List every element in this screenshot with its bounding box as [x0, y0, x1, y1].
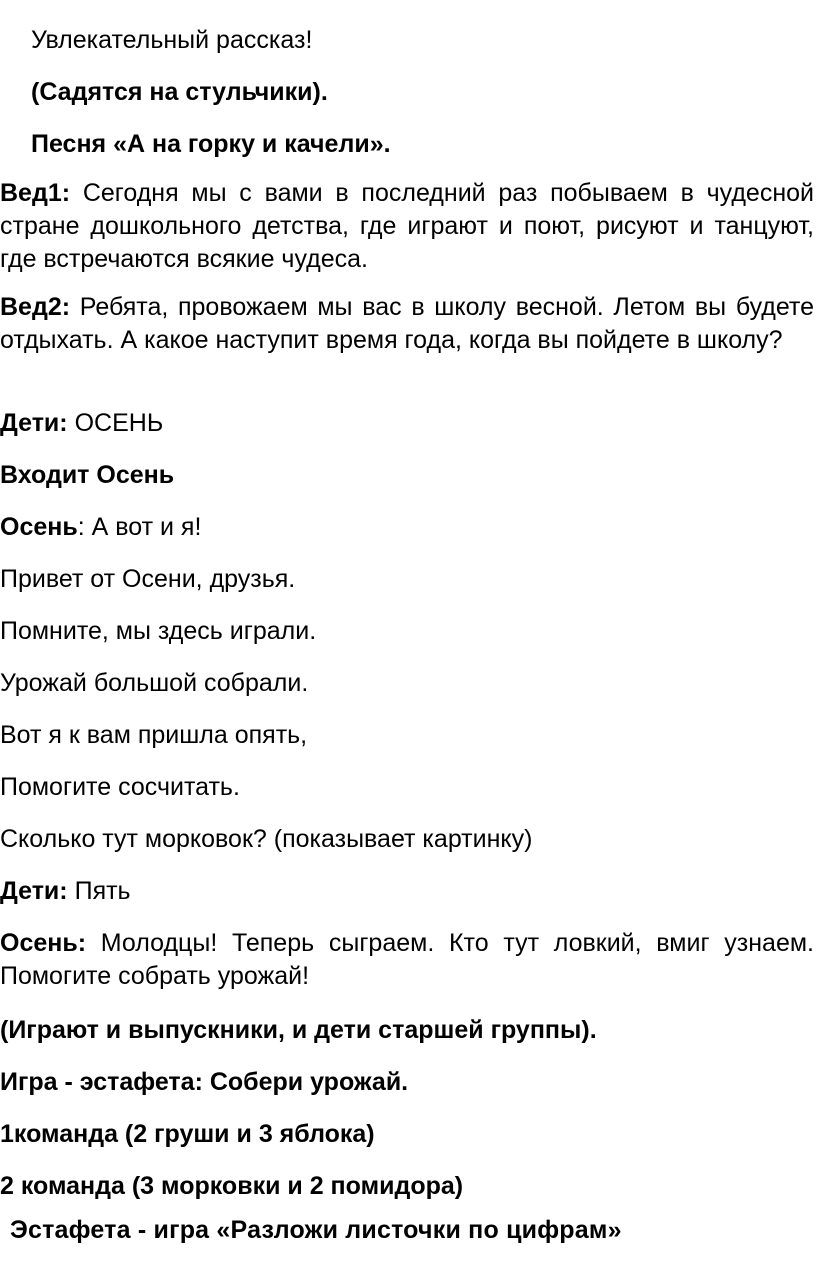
stage-direction-text: (Играют и выпускники, и дети старшей группы).: [0, 1016, 597, 1044]
stage-direction-play: [0, 1014, 814, 1046]
ved2-paragraph: [0, 291, 814, 357]
song-title-text: Песня «А на горку и качели».: [31, 130, 391, 158]
osen2-paragraph: [0, 927, 814, 993]
ved1-paragraph: [0, 177, 814, 276]
verse-line: [0, 563, 814, 595]
speech-text: Молодцы! Теперь сыграем. Кто тут ловкий, вмиг узнаем. Помогите собрать урожай!: [0, 929, 814, 990]
verse-line: [0, 771, 814, 803]
verse-line: [0, 615, 814, 647]
speech-text: : А вот и я!: [77, 513, 202, 541]
team-1-line: [0, 1118, 814, 1150]
team-text: 1команда (2 груши и 3 яблока): [0, 1120, 375, 1148]
team-text: 2 команда (3 морковки и 2 помидора): [0, 1172, 464, 1200]
verse-text: Привет от Осени, друзья.: [0, 565, 296, 593]
intro-text: Увлекательный рассказ!: [31, 26, 313, 54]
deti2-line: [0, 875, 814, 907]
speech-text: Ребята, провожаем мы вас в школу весной. Летом вы будете отдыхать. А какое наступит время года, когда вы пойдете в школу?: [0, 293, 814, 354]
stage-direction-text: (Садятся на стульчики).: [31, 78, 328, 106]
verse-text: Вот я к вам пришла опять,: [0, 721, 308, 749]
stage-direction-enter: [0, 459, 814, 491]
verse-line: [0, 667, 814, 699]
team-2-line: [0, 1170, 814, 1202]
stage-direction-text: Входит Осень: [0, 461, 175, 489]
speech-text: ОСЕНЬ: [74, 409, 164, 437]
verse-text: Урожай большой собрали.: [0, 669, 309, 697]
game-title: [0, 1066, 814, 1098]
osen1-line: [0, 511, 814, 543]
deti1-line: [0, 407, 814, 439]
game-title-text: Игра - эстафета: Собери урожай.: [0, 1068, 409, 1096]
verse-text: Помните, мы здесь играли.: [0, 617, 317, 645]
verse-line: [0, 719, 814, 751]
speaker-label: Вед1:: [0, 179, 71, 207]
relay-title: [10, 1214, 814, 1246]
song-title: [31, 128, 814, 160]
speaker-label: Дети:: [0, 409, 68, 437]
stage-direction: [31, 76, 814, 108]
intro-line: [31, 24, 814, 56]
speaker-label: Дети:: [0, 877, 68, 905]
speech-text: Пять: [74, 877, 131, 905]
speaker-label: Осень: [0, 513, 78, 541]
speech-text: Сегодня мы с вами в последний раз побываем в чудесной стране дошкольного детства, где играют и поют, рисуют и танцуют, где встречаются всякие чудеса.: [0, 179, 814, 273]
speaker-label: Осень:: [0, 929, 87, 957]
relay-title-text: Эстафета - игра «Разложи листочки по цифрам»: [10, 1216, 622, 1244]
speaker-label: Вед2:: [0, 293, 71, 321]
verse-text: Помогите сосчитать.: [0, 773, 240, 801]
verse-line: [0, 823, 814, 855]
verse-text: Сколько тут морковок? (показывает картинку): [0, 825, 533, 853]
